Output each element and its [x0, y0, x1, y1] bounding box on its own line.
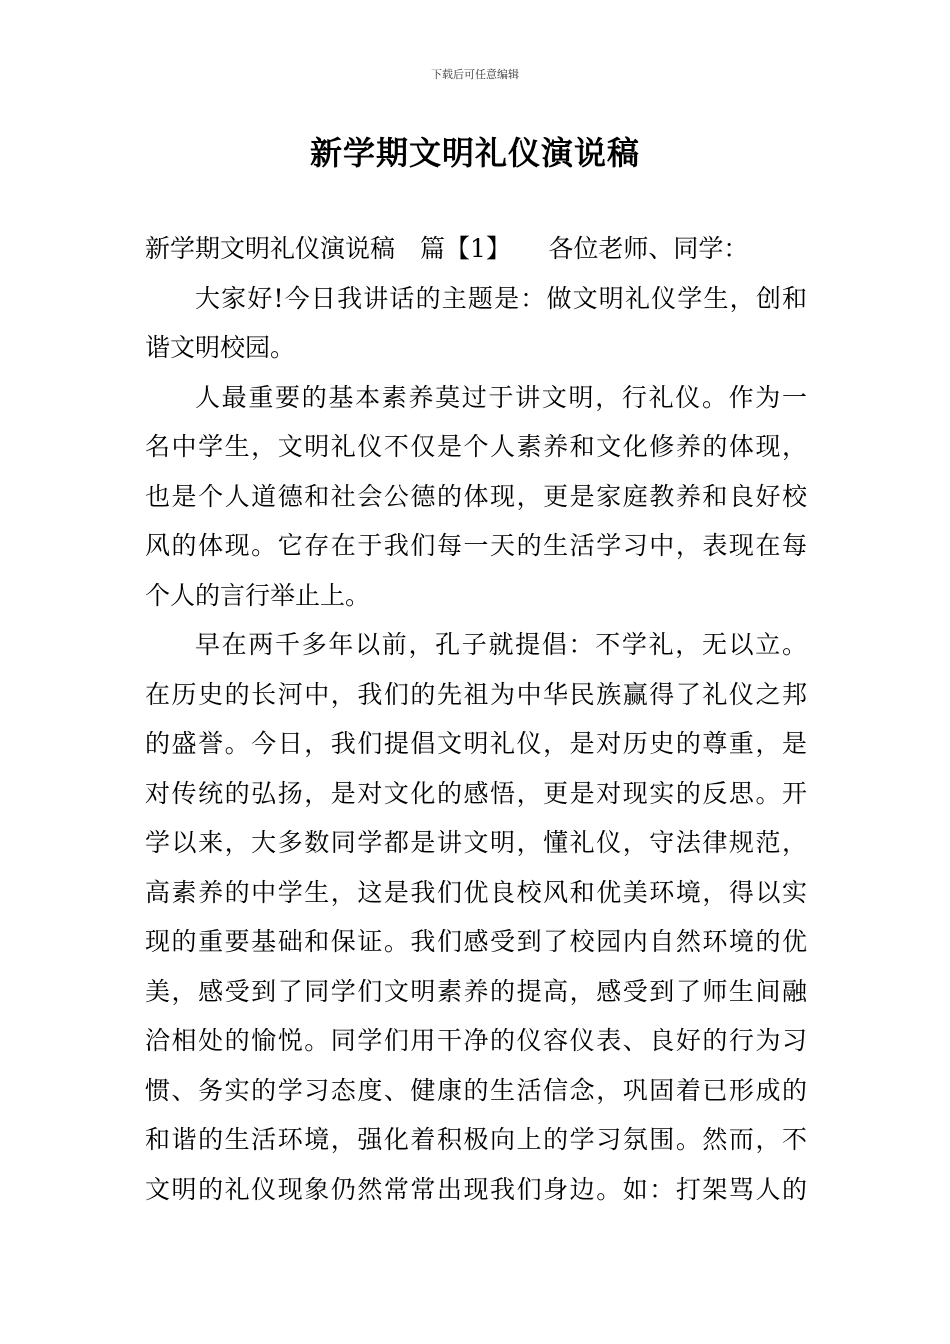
- body-line: 的盛誉。今日，我们提倡文明礼仪，是对历史的尊重，是: [145, 729, 807, 758]
- body-line: 美，感受到了同学们文明素养的提高，感受到了师生间融: [145, 976, 807, 1006]
- header-note: 下载后可任意编辑: [431, 68, 519, 81]
- body-line: 现的重要基础和保证。我们感受到了校园内自然环境的优: [145, 927, 807, 956]
- body-line: 洽相处的愉悦。同学们用干净的仪容仪表、良好的行为习: [145, 1026, 807, 1055]
- body-line: 在历史的长河中，我们的先祖为中华民族赢得了礼仪之邦: [145, 679, 807, 709]
- body-line: 早在两千多年以前，孔子就提倡：不学礼，无以立。: [195, 630, 807, 659]
- body-line: 也是个人道德和社会公德的体现，更是家庭教养和良好校: [145, 481, 807, 511]
- body-line: 新学期文明礼仪演说稿 篇【1】 各位老师、同学：: [145, 234, 749, 263]
- body-line: 对传统的弘扬，是对文化的感悟，更是对现实的反思。开: [145, 778, 807, 808]
- document-body: [145, 224, 807, 1214]
- body-line: 人最重要的基本素养莫过于讲文明，行礼仪。作为一: [195, 382, 807, 412]
- body-line: 文明的礼仪现象仍然常常出现我们身边。如：打架骂人的: [145, 1174, 807, 1204]
- body-line: 和谐的生活环境，强化着积极向上的学习氛围。然而，不: [145, 1125, 807, 1154]
- body-line: 惯、务实的学习态度、健康的生活信念，巩固着已形成的: [145, 1075, 807, 1105]
- body-line: 名中学生，文明礼仪不仅是个人素养和文化修养的体现，: [145, 432, 807, 461]
- body-line: 谐文明校园。: [145, 333, 296, 362]
- document-title: 新学期文明礼仪演说稿: [309, 134, 640, 172]
- body-line: 学以来，大多数同学都是讲文明，懂礼仪，守法律规范，: [145, 828, 807, 857]
- body-line: 个人的言行举止上。: [145, 580, 371, 610]
- body-line: 高素养的中学生，这是我们优良校风和优美环境，得以实: [145, 877, 807, 907]
- body-line: 大家好!今日我讲话的主题是：做文明礼仪学生，创和: [195, 283, 807, 313]
- body-line: 风的体现。它存在于我们每一天的生活学习中，表现在每: [145, 531, 807, 560]
